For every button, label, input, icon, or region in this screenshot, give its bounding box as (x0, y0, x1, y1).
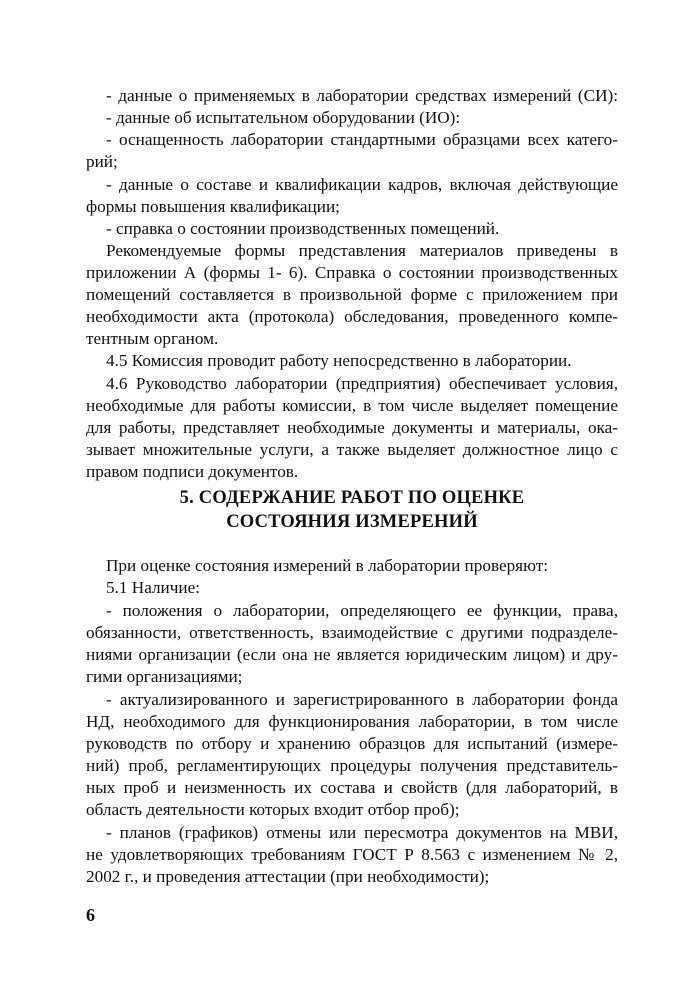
text-line: формы повышения квалификации; (86, 197, 340, 216)
clause-4-5: 4.5 Комиссия проводит работу непосредственно в лаборатории. (106, 351, 572, 370)
page-number: 6 (86, 905, 95, 925)
text-line: тентным органом. (86, 329, 219, 348)
text-line: правом подписи документов. (86, 462, 299, 481)
text-line: ных проб и неизменность их состава и свойств (для лабораторий, в (86, 778, 618, 797)
text-line: руководств по отбору и хранению образцов для испытаний (измере- (86, 734, 618, 753)
text-line: область деятельности которых входит отбор проб); (86, 800, 460, 819)
text-line: необходимости акта (протокола) обследования, проведенного компе- (86, 307, 618, 326)
text-line: для работы, представляет необходимые документы и материалы, ока- (86, 418, 618, 437)
text-line: ниями организации (если она не является юридическим лицом) и дру- (86, 645, 618, 664)
list-item-personnel: - данные о составе и квалификации кадров, включая действующие (106, 175, 618, 194)
list-item-lab-regulation: - положения о лаборатории, определяющего ее функции, права, (106, 601, 618, 620)
text-line: обязанности, ответственность, взаимодействие с другими подразделе- (86, 623, 618, 642)
list-item-test-equipment: - данные об испытательном оборудовании (ИО): (106, 108, 461, 127)
text-line: необходимые для работы комиссии, в том числе выделяет помещение (86, 396, 618, 415)
list-item-measuring-instruments: - данные о применяемых в лаборатории средствах измерений (СИ): (106, 86, 618, 105)
text-line: 2002 г., и проведения аттестации (при необходимости); (86, 867, 490, 886)
list-item-mvi-plans: - планов (графиков) отмены или пересмотра документов на МВИ, (106, 823, 618, 842)
text-line: гими организациями; (86, 667, 243, 686)
section-heading-line-2: СОСТОЯНИЯ ИЗМЕРЕНИЙ (226, 512, 478, 532)
text-line: зывает множительные услуги, а также выделяет должностное лицо с (86, 440, 618, 459)
clause-5-1: 5.1 Наличие: (106, 578, 200, 597)
text-line: помещений составляется в произвольной форме с приложением при (86, 285, 618, 304)
list-item-reference-materials: - оснащенность лаборатории стандартными образцами всех катего- (106, 130, 618, 149)
list-item-nd-fund: - актуализированного и зарегистрированного в лаборатории фонда (106, 690, 618, 709)
text-line: не удовлетворяющих требованиям ГОСТ Р 8.563 с изменением № 2, (86, 845, 618, 864)
text-line: НД, необходимого для функционирования лаборатории, в том числе (86, 712, 618, 731)
section-heading-line-1: 5. СОДЕРЖАНИЕ РАБОТ ПО ОЦЕНКЕ (179, 488, 525, 508)
section-intro: При оценке состояния измерений в лаборатории проверяют: (106, 556, 548, 575)
paragraph-recommended-forms: Рекомендуемые формы представления материалов приведены в (106, 241, 618, 260)
text-line: рий; (86, 152, 118, 171)
list-item-premises-certificate: - справка о состоянии производственных помещений. (106, 219, 500, 238)
text-line: ний) проб, регламентирующих процедуры получения представитель- (86, 756, 618, 775)
text-line: приложении А (формы 1- 6). Справка о состоянии производственных (86, 263, 618, 282)
clause-4-6: 4.6 Руководство лаборатории (предприятия) обеспечивает условия, (106, 374, 618, 393)
